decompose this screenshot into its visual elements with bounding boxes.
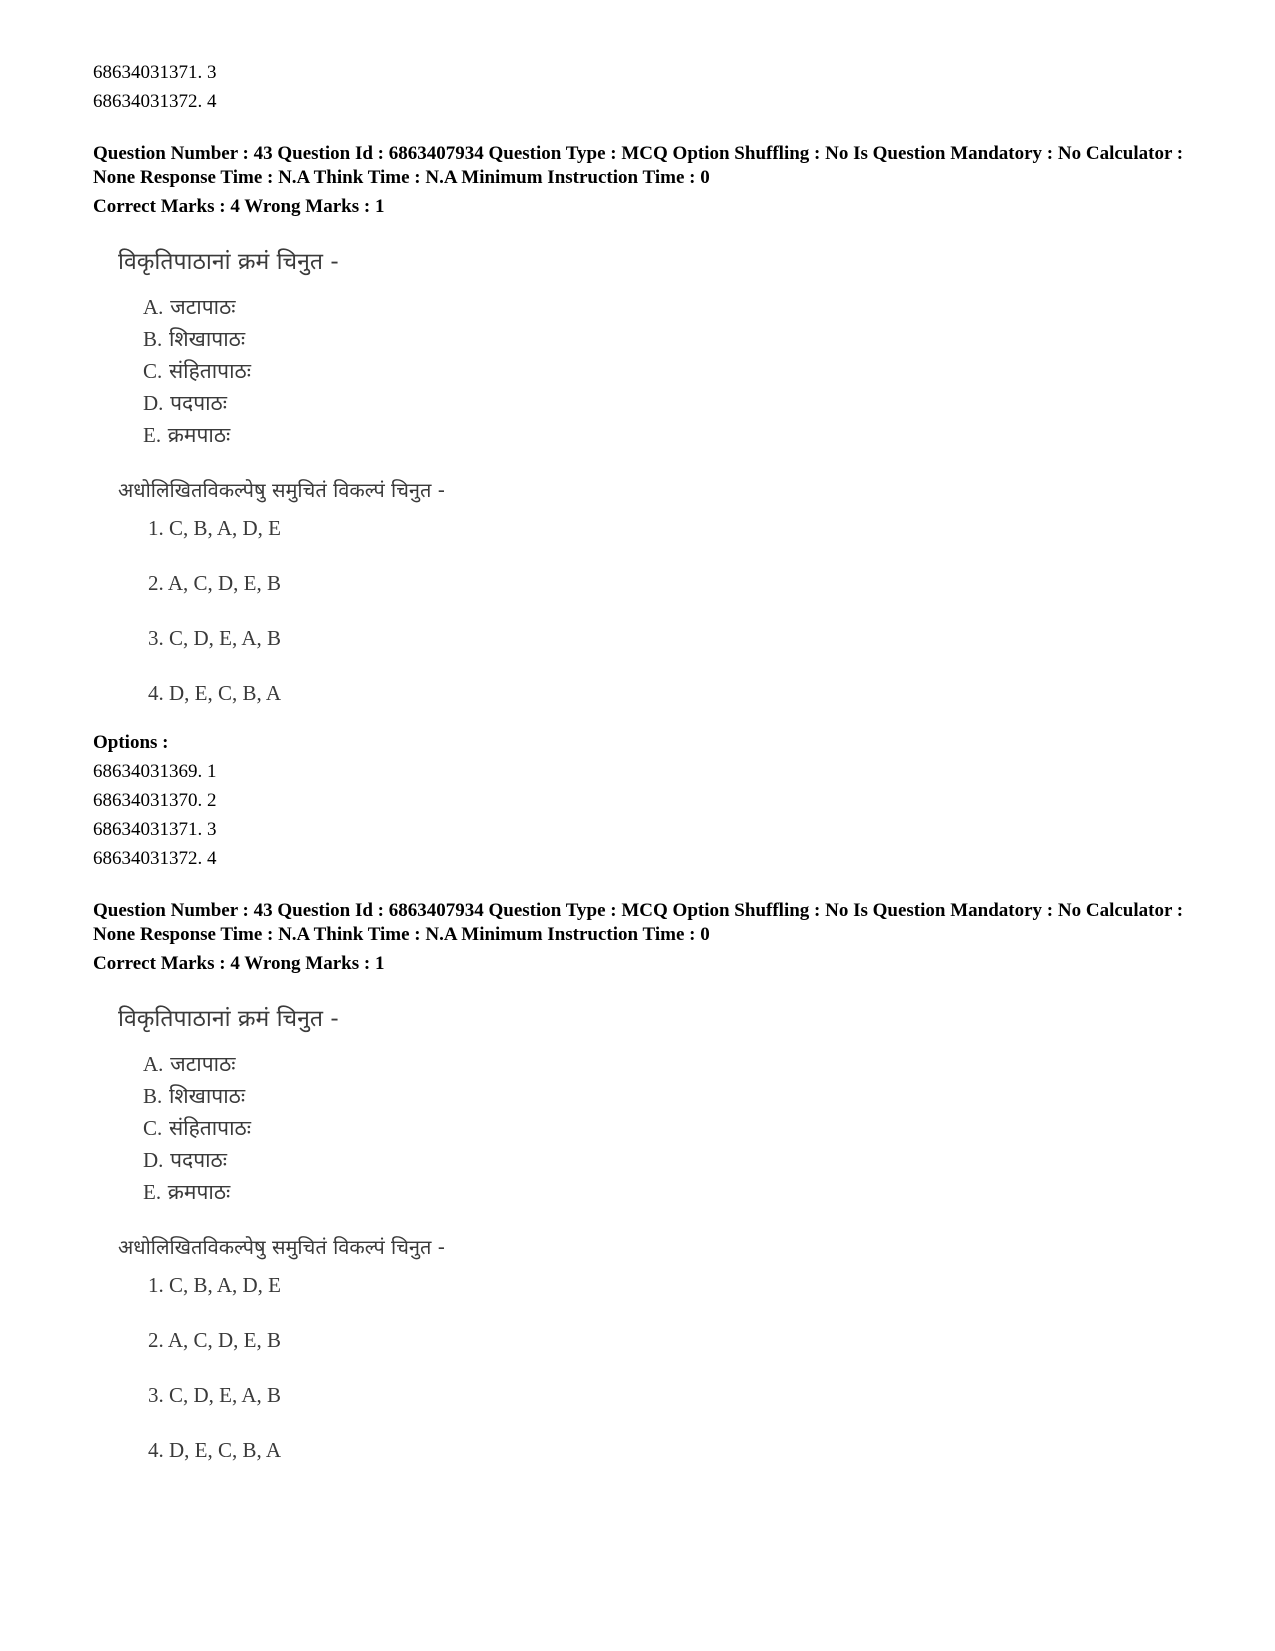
option-line: 68634031371. 3 — [93, 819, 217, 840]
option-line: 68634031372. 4 — [93, 848, 217, 869]
options-list — [93, 757, 1203, 873]
instruction-text: अधोलिखितविकल्पेषु समुचितं विकल्पं चिनुत - — [118, 1235, 445, 1259]
item-key: E. — [143, 1180, 162, 1204]
option-line: 68634031371. 3 — [93, 62, 217, 83]
option-line: 68634031369. 1 — [93, 761, 217, 782]
option-line: 68634031372. 4 — [93, 91, 217, 112]
question-title: विकृतिपाठानां क्रमं चिनुत - — [118, 1006, 339, 1032]
choice-item: 1. C, B, A, D, E — [148, 1273, 282, 1297]
item-text: संहितापाठः — [168, 1116, 251, 1140]
item-text: शिखापाठः — [168, 327, 246, 351]
item-key: D. — [143, 1148, 164, 1172]
choice-item: 2. A, C, D, E, B — [148, 571, 282, 595]
list-item — [143, 1048, 1203, 1080]
choice-item: 4. D, E, C, B, A — [148, 681, 282, 705]
choice-list — [148, 1272, 1203, 1463]
item-text: पदपाठः — [170, 391, 227, 415]
item-text: क्रमपाठः — [167, 423, 231, 447]
marks-line: Correct Marks : 4 Wrong Marks : 1 — [93, 953, 385, 974]
question-image — [118, 1004, 1203, 1463]
choice-item: 1. C, B, A, D, E — [148, 516, 282, 540]
item-key: D. — [143, 391, 164, 415]
list-item — [143, 323, 1203, 355]
instruction-text: अधोलिखितविकल्पेषु समुचितं विकल्पं चिनुत - — [118, 478, 445, 502]
choice-item: 3. C, D, E, A, B — [148, 626, 282, 650]
list-item — [143, 291, 1203, 323]
choice-list — [148, 515, 1203, 706]
item-key: E. — [143, 423, 162, 447]
item-list — [143, 291, 1203, 451]
option-line: 68634031370. 2 — [93, 790, 217, 811]
list-item — [143, 419, 1203, 451]
question-header: Question Number : 43 Question Id : 6863407934 Question Type : MCQ Option Shuffling : No Is Question Mandatory : No Calculator : None Response Time : N.A Think Time : N.A Minimum Instruction Time : 0 — [93, 900, 1184, 945]
choice-item: 4. D, E, C, B, A — [148, 1438, 282, 1462]
marks-line: Correct Marks : 4 Wrong Marks : 1 — [93, 196, 385, 217]
list-item — [143, 355, 1203, 387]
question-block — [93, 899, 1203, 1463]
item-key: C. — [143, 1116, 163, 1140]
list-item — [143, 387, 1203, 419]
item-key: A. — [143, 295, 164, 319]
item-text: शिखापाठः — [168, 1084, 246, 1108]
item-text: संहितापाठः — [168, 359, 251, 383]
question-header: Question Number : 43 Question Id : 6863407934 Question Type : MCQ Option Shuffling : No Is Question Mandatory : No Calculator : None Response Time : N.A Think Time : N.A Minimum Instruction Time : 0 — [93, 143, 1184, 188]
list-item — [143, 1112, 1203, 1144]
previous-options-list — [93, 58, 1203, 116]
options-label: Options : — [93, 732, 169, 753]
question-block — [93, 142, 1203, 873]
item-key: A. — [143, 1052, 164, 1076]
item-text: जटापाठः — [170, 295, 236, 319]
document-page — [93, 58, 1203, 1463]
item-key: B. — [143, 1084, 163, 1108]
item-key: B. — [143, 327, 163, 351]
choice-item: 3. C, D, E, A, B — [148, 1383, 282, 1407]
question-image — [118, 247, 1203, 706]
choice-item: 2. A, C, D, E, B — [148, 1328, 282, 1352]
list-item — [143, 1080, 1203, 1112]
item-text: जटापाठः — [170, 1052, 236, 1076]
question-title: विकृतिपाठानां क्रमं चिनुत - — [118, 249, 339, 275]
list-item — [143, 1144, 1203, 1176]
item-key: C. — [143, 359, 163, 383]
item-text: क्रमपाठः — [167, 1180, 231, 1204]
item-text: पदपाठः — [170, 1148, 227, 1172]
list-item — [143, 1176, 1203, 1208]
item-list — [143, 1048, 1203, 1208]
